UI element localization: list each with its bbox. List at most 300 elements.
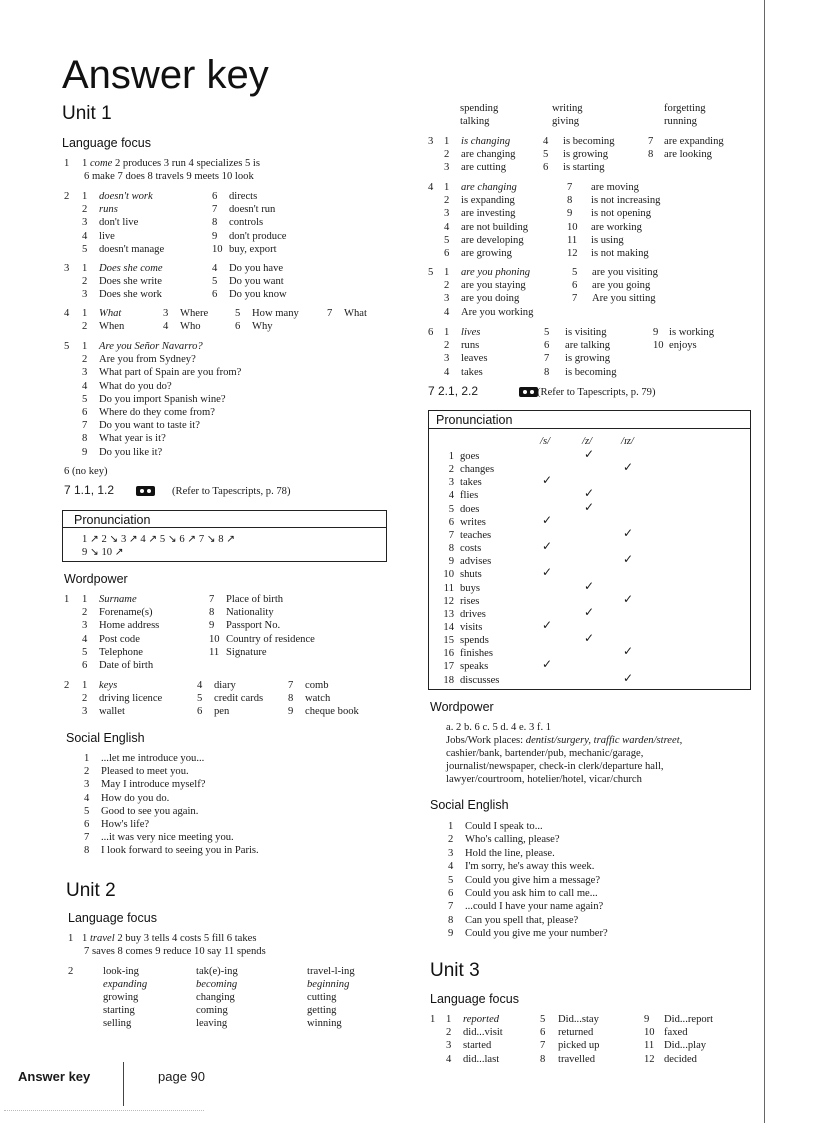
list-item: come <box>89 158 113 169</box>
item-number: 3 <box>444 162 450 174</box>
item-number: 12 <box>443 595 454 607</box>
list-item: controls <box>229 217 264 229</box>
item-number: 12 <box>644 1053 655 1065</box>
list-item: travel <box>89 933 115 944</box>
item-number: 6 <box>540 1027 546 1039</box>
word-form: travel-l-ing <box>307 966 355 977</box>
list-item: are investing <box>461 208 516 220</box>
item-number: 3 <box>448 477 454 489</box>
word-form: forgetting <box>664 103 706 114</box>
list-item: What do you do? <box>99 380 172 392</box>
word-form: getting <box>307 1005 337 1016</box>
list-item: are growing <box>461 248 512 259</box>
list-item: Date of birth <box>99 660 154 671</box>
item-number: 7 <box>212 204 218 216</box>
item-number: 8 <box>648 149 654 161</box>
item-number: 11 <box>443 582 454 594</box>
word-form: talking <box>460 116 490 127</box>
list-item: diary <box>214 680 236 691</box>
exercise-number: 3 <box>64 263 70 274</box>
list-item: Do you want to taste it? <box>99 420 200 432</box>
list-item: faxed <box>664 1027 688 1039</box>
cassette-icon <box>136 486 155 496</box>
item-number: 7 <box>544 353 550 365</box>
exercise-number: 3 <box>428 136 434 147</box>
item-number: 5 <box>212 276 218 288</box>
item-number: 7 <box>448 901 454 913</box>
item-number: 5 <box>84 805 90 817</box>
list-item: decided <box>664 1053 697 1065</box>
list-item: buy, export <box>229 243 277 255</box>
list-item: Where <box>180 308 209 319</box>
list-item: ...it was very nice meeting you. <box>101 832 234 844</box>
word-form: running <box>664 116 697 127</box>
item-number: 4 <box>82 230 88 242</box>
item-number: 6 <box>212 289 218 301</box>
list-item: What <box>344 308 367 319</box>
list-item: are you phoning <box>461 267 531 278</box>
item-number: 5 <box>448 503 454 515</box>
list-item: How many <box>252 308 299 319</box>
item-number: 2 <box>82 321 88 333</box>
list-item: Do you import Spanish wine? <box>99 393 226 405</box>
item-number: 3 <box>448 847 454 859</box>
list-item: Jobs/Work places: <box>446 735 526 746</box>
word: visits <box>460 621 483 633</box>
checkmark-icon: ✓ <box>542 473 553 488</box>
list-item: Post code <box>99 633 140 645</box>
list-item: doesn't run <box>229 204 276 216</box>
item-number: 9 <box>448 928 454 940</box>
list-item: Forename(s) <box>99 607 153 619</box>
exercise-number: 1 <box>430 1014 436 1025</box>
item-number: 5 <box>572 267 578 278</box>
word-form: look-ing <box>103 966 139 977</box>
exercise-number: 1 <box>68 933 74 944</box>
exercise-line: a. 2 b. 6 c. 5 d. 4 e. 3 f. 1 <box>446 722 552 733</box>
item-number: 5 <box>235 308 241 319</box>
item-number: 4 <box>444 366 450 378</box>
exercise-line: 7 saves 8 comes 9 reduce 10 say 11 spends <box>84 946 266 957</box>
list-item: picked up <box>558 1040 600 1052</box>
list-item: are you doing <box>461 293 520 305</box>
item-number: 2 <box>82 607 88 619</box>
checkmark-icon: ✓ <box>584 486 595 501</box>
item-number: 7 <box>327 308 333 319</box>
item-number: 8 <box>448 914 454 926</box>
item-number: 1 <box>82 263 88 274</box>
word-form: beginning <box>307 979 350 990</box>
item-number: 7 <box>82 420 88 432</box>
checkmark-icon: ✓ <box>623 644 634 659</box>
list-item: is not making <box>591 248 649 259</box>
list-item: returned <box>558 1027 594 1039</box>
exercise-number: 2 <box>64 680 70 691</box>
item-number: 3 <box>444 353 450 365</box>
item-number: 4 <box>448 490 454 502</box>
item-number: 2 <box>444 195 450 207</box>
item-number: 3 <box>444 208 450 220</box>
checkmark-icon: ✓ <box>542 617 553 632</box>
unit-heading: Unit 3 <box>430 960 480 981</box>
word: drives <box>460 608 486 620</box>
word: flies <box>460 490 479 502</box>
list-item: are expanding <box>664 136 724 147</box>
word: takes <box>460 477 482 489</box>
item-number: 6 <box>84 819 90 830</box>
word-form: changing <box>196 992 235 1003</box>
item-number: 6 <box>572 280 578 292</box>
list-item: runs <box>99 204 118 216</box>
checkmark-icon: ✓ <box>584 604 595 619</box>
item-number: 1 <box>82 308 88 319</box>
column-header: /s/ <box>540 436 551 447</box>
item-number: 9 <box>82 446 88 458</box>
list-item: wallet <box>99 706 125 718</box>
list-item: are changing <box>461 182 517 193</box>
item-number: 13 <box>443 608 454 620</box>
list-item: driving licence <box>99 693 163 705</box>
item-number: 7 <box>209 594 215 605</box>
list-item: Can you spell that, please? <box>465 914 579 926</box>
item-number: 1 <box>446 1014 452 1025</box>
word: costs <box>460 543 482 555</box>
item-number: 2 <box>444 340 450 352</box>
checkmark-icon: ✓ <box>584 578 595 593</box>
item-number: 6 <box>448 516 454 528</box>
word-form: cutting <box>307 992 337 1003</box>
list-item: Do you want <box>229 276 284 288</box>
intonation-line: 1 ↗ 2 ↘ 3 ↗ 4 ↗ 5 ↘ 6 ↗ 7 ↘ 8 ↗ <box>82 534 236 545</box>
word-form: spending <box>460 103 499 114</box>
word: writes <box>460 516 486 528</box>
list-item: ...let me introduce you... <box>101 753 205 764</box>
exercise-line: 1 travel 2 buy 3 tells 4 costs 5 fill 6 takes <box>82 933 257 944</box>
item-number: 1 <box>84 753 90 764</box>
exercise-number: 1 <box>64 158 70 169</box>
section-heading: Language focus <box>68 911 157 925</box>
list-item: is visiting <box>565 327 607 338</box>
tapescript-reference: (Refer to Tapescripts, p. 78) <box>172 486 291 497</box>
item-number: 8 <box>544 366 550 378</box>
tapescript-reference: (Refer to Tapescripts, p. 79) <box>537 387 656 398</box>
word-form: selling <box>103 1018 132 1029</box>
footer-page-number: page 90 <box>158 1069 205 1084</box>
list-item: are you going <box>592 280 651 292</box>
item-number: 10 <box>644 1027 655 1039</box>
item-number: 2 <box>82 693 88 705</box>
item-number: 3 <box>82 706 88 718</box>
list-item: Surname <box>99 594 137 605</box>
section-heading: Language focus <box>62 136 151 150</box>
list-item: Good to see you again. <box>101 805 199 817</box>
page-margin-rule <box>764 0 765 1123</box>
item-number: 2 <box>444 149 450 161</box>
item-number: 8 <box>209 607 215 619</box>
list-item: travelled <box>558 1053 596 1065</box>
checkmark-icon: ✓ <box>542 512 553 527</box>
item-number: 1 <box>444 327 450 338</box>
list-item: Nationality <box>226 607 274 619</box>
list-item: are working <box>591 221 642 233</box>
word-form: writing <box>552 103 583 114</box>
list-item: is not opening <box>591 208 652 220</box>
list-item: is changing <box>461 136 511 147</box>
list-item: is working <box>669 327 715 338</box>
item-number: 1 <box>448 451 454 462</box>
list-item: is becoming <box>563 136 615 147</box>
list-item: dentist/surgery, traffic warden/street, <box>525 735 683 746</box>
intonation-line: 9 ↘ 10 ↗ <box>82 547 124 558</box>
item-number: 9 <box>209 620 215 632</box>
item-number: 11 <box>567 234 578 246</box>
page-title: Answer key <box>62 53 269 97</box>
item-number: 1 <box>82 341 88 352</box>
item-number: 9 <box>288 706 294 718</box>
scan-artifact <box>4 1110 204 1112</box>
checkmark-icon: ✓ <box>584 447 595 461</box>
word-form: becoming <box>196 979 238 990</box>
item-number: 14 <box>443 621 454 633</box>
item-number: 7 <box>84 832 90 844</box>
list-item: Did...play <box>664 1040 707 1052</box>
item-number: 6 <box>544 340 550 352</box>
list-item: started <box>463 1040 492 1052</box>
list-item: comb <box>305 680 329 691</box>
list-item: Are you sitting <box>592 293 656 305</box>
item-number: 6 <box>197 706 203 718</box>
item-number: 4 <box>446 1053 452 1065</box>
item-number: 7 <box>572 293 578 305</box>
item-number: 9 <box>653 327 659 338</box>
item-number: 9 <box>644 1014 650 1025</box>
section-heading: Wordpower <box>64 572 128 586</box>
item-number: 5 <box>540 1014 546 1025</box>
list-item: What part of Spain are you from? <box>99 367 242 379</box>
list-item: credit cards <box>214 693 264 705</box>
section-heading: Wordpower <box>430 700 494 714</box>
item-number: 7 <box>567 182 573 193</box>
item-number: 4 <box>163 321 169 333</box>
item-number: 4 <box>212 263 218 274</box>
item-number: 10 <box>443 569 454 581</box>
item-number: 8 <box>212 217 218 229</box>
list-item: What year is it? <box>99 433 166 445</box>
list-item: Are you Señor Navarro? <box>99 341 203 352</box>
item-number: 4 <box>84 792 90 804</box>
item-number: 6 <box>82 660 88 671</box>
list-item: runs <box>461 340 480 352</box>
word-form: growing <box>103 992 139 1003</box>
exercise-number: 5 <box>428 267 434 278</box>
exercise-line: 7 1.1, 1.2 <box>64 483 115 497</box>
list-item: enjoys <box>669 340 697 352</box>
list-item: cheque book <box>305 706 359 718</box>
list-item: are you visiting <box>592 267 658 278</box>
word-form: tak(e)-ing <box>196 966 238 977</box>
item-number: 1 <box>82 594 88 605</box>
list-item: Could I speak to... <box>465 821 543 832</box>
item-number: 3 <box>444 293 450 305</box>
exercise-number: 4 <box>428 182 434 193</box>
exercise-number: 1 <box>64 594 70 605</box>
list-item: How do you do. <box>101 792 170 804</box>
exercise-line: 6 (no key) <box>64 466 108 477</box>
item-number: 6 <box>543 162 549 174</box>
item-number: 3 <box>82 217 88 229</box>
list-item: Home address <box>99 620 160 632</box>
item-number: 4 <box>543 136 549 147</box>
list-item: watch <box>305 693 331 705</box>
list-item: are changing <box>461 149 516 161</box>
checkmark-icon: ✓ <box>584 631 595 646</box>
exercise-line: 1 come 2 produces 3 run 4 specializes 5 is <box>82 158 260 169</box>
item-number: 7 <box>648 136 654 147</box>
item-number: 5 <box>82 393 88 405</box>
word: finishes <box>460 648 493 660</box>
item-number: 8 <box>288 693 294 705</box>
item-number: 9 <box>212 230 218 242</box>
list-item: Where do they come from? <box>99 407 215 418</box>
item-number: 3 <box>82 367 88 379</box>
word: changes <box>460 464 495 476</box>
exercise-number: 2 <box>68 966 74 977</box>
item-number: 3 <box>446 1040 452 1052</box>
item-number: 2 <box>448 834 454 846</box>
word: speaks <box>460 661 489 673</box>
list-item: Do you know <box>229 289 287 301</box>
item-number: 2 <box>82 204 88 216</box>
list-item: are not building <box>461 221 529 233</box>
word-form: expanding <box>103 979 148 990</box>
list-item: are moving <box>591 182 639 193</box>
list-item: is growing <box>563 149 609 161</box>
item-number: 5 <box>544 327 550 338</box>
list-item: What <box>99 308 122 319</box>
item-number: 5 <box>197 693 203 705</box>
list-item: Country of residence <box>226 633 315 645</box>
list-item: May I introduce myself? <box>101 779 206 791</box>
item-number: 10 <box>567 221 578 233</box>
item-number: 8 <box>567 195 573 207</box>
list-item: keys <box>99 680 118 691</box>
item-number: 6 <box>235 321 241 333</box>
unit-heading: Unit 1 <box>62 103 112 124</box>
exercise-number: 6 <box>428 327 434 338</box>
checkmark-icon: ✓ <box>584 499 595 514</box>
item-number: 3 <box>82 620 88 632</box>
cassette-icon <box>519 387 538 397</box>
exercise-number: 2 <box>64 191 70 202</box>
word: spends <box>460 635 489 647</box>
list-item: Could you give me your number? <box>465 928 608 940</box>
checkmark-icon: ✓ <box>542 565 553 580</box>
list-item: When <box>99 321 125 333</box>
item-number: 5 <box>444 234 450 246</box>
list-item: doesn't manage <box>99 243 165 255</box>
word: discusses <box>460 674 500 686</box>
list-item: Does she write <box>99 276 162 288</box>
word: does <box>460 503 480 515</box>
item-number: 18 <box>443 674 454 686</box>
section-heading: Language focus <box>430 992 519 1006</box>
list-item: Telephone <box>99 646 143 658</box>
word-form: giving <box>552 116 580 127</box>
item-number: 6 <box>82 407 88 418</box>
item-number: 3 <box>82 289 88 301</box>
column-header: /ɪz/ <box>621 436 634 447</box>
list-item: doesn't work <box>99 191 153 202</box>
word-form: winning <box>307 1018 342 1029</box>
list-item: I'm sorry, he's away this week. <box>465 861 595 873</box>
item-number: 1 <box>82 680 88 691</box>
list-item: don't live <box>99 217 139 229</box>
word: teaches <box>460 529 492 541</box>
item-number: 7 <box>288 680 294 691</box>
item-number: 10 <box>212 243 223 255</box>
exercise-line: 7 2.1, 2.2 <box>428 384 479 398</box>
item-number: 4 <box>197 680 203 691</box>
list-item: Do you like it? <box>99 446 163 458</box>
item-number: 11 <box>209 646 220 658</box>
item-number: 1 <box>444 267 450 278</box>
item-number: 11 <box>644 1040 655 1052</box>
list-item: Why <box>252 321 273 333</box>
list-item: Do you have <box>229 263 284 274</box>
exercise-number: 5 <box>64 341 70 352</box>
word: advises <box>460 556 492 568</box>
list-item: ...could I have your name again? <box>465 901 604 913</box>
item-number: 6 <box>448 888 454 899</box>
list-item: Place of birth <box>226 594 284 605</box>
word-form: leaving <box>196 1018 228 1029</box>
item-number: 2 <box>448 464 454 476</box>
list-item: are developing <box>461 234 524 246</box>
list-item: takes <box>461 366 483 378</box>
section-heading: Social English <box>66 731 145 745</box>
checkmark-icon: ✓ <box>623 552 634 567</box>
item-number: 4 <box>82 633 88 645</box>
list-item: Does she come <box>99 263 163 274</box>
list-item: How's life? <box>101 819 150 830</box>
list-item: leaves <box>461 353 488 365</box>
list-item: are cutting <box>461 162 507 174</box>
item-number: 3 <box>84 779 90 791</box>
item-number: 16 <box>443 648 454 660</box>
list-item: lives <box>461 327 481 338</box>
item-number: 7 <box>448 529 454 541</box>
list-item: are you staying <box>461 280 526 292</box>
list-item: is expanding <box>461 195 515 207</box>
list-item: Who <box>180 321 201 333</box>
item-number: 8 <box>84 845 90 857</box>
list-item: is not increasing <box>591 195 661 207</box>
list-item: Hold the line, please. <box>465 847 555 859</box>
item-number: 2 <box>82 354 88 366</box>
list-item: don't produce <box>229 230 287 242</box>
exercise-line <box>446 734 682 747</box>
item-number: 8 <box>540 1053 546 1065</box>
list-item: directs <box>229 191 258 202</box>
unit-heading: Unit 2 <box>66 880 116 901</box>
word: buys <box>460 582 481 594</box>
exercise-line: 6 make 7 does 8 travels 9 meets 10 look <box>84 171 254 182</box>
item-number: 5 <box>448 874 454 886</box>
item-number: 4 <box>448 861 454 873</box>
list-item: did...visit <box>463 1027 503 1039</box>
item-number: 8 <box>82 433 88 445</box>
section-heading: Pronunciation <box>74 513 151 527</box>
